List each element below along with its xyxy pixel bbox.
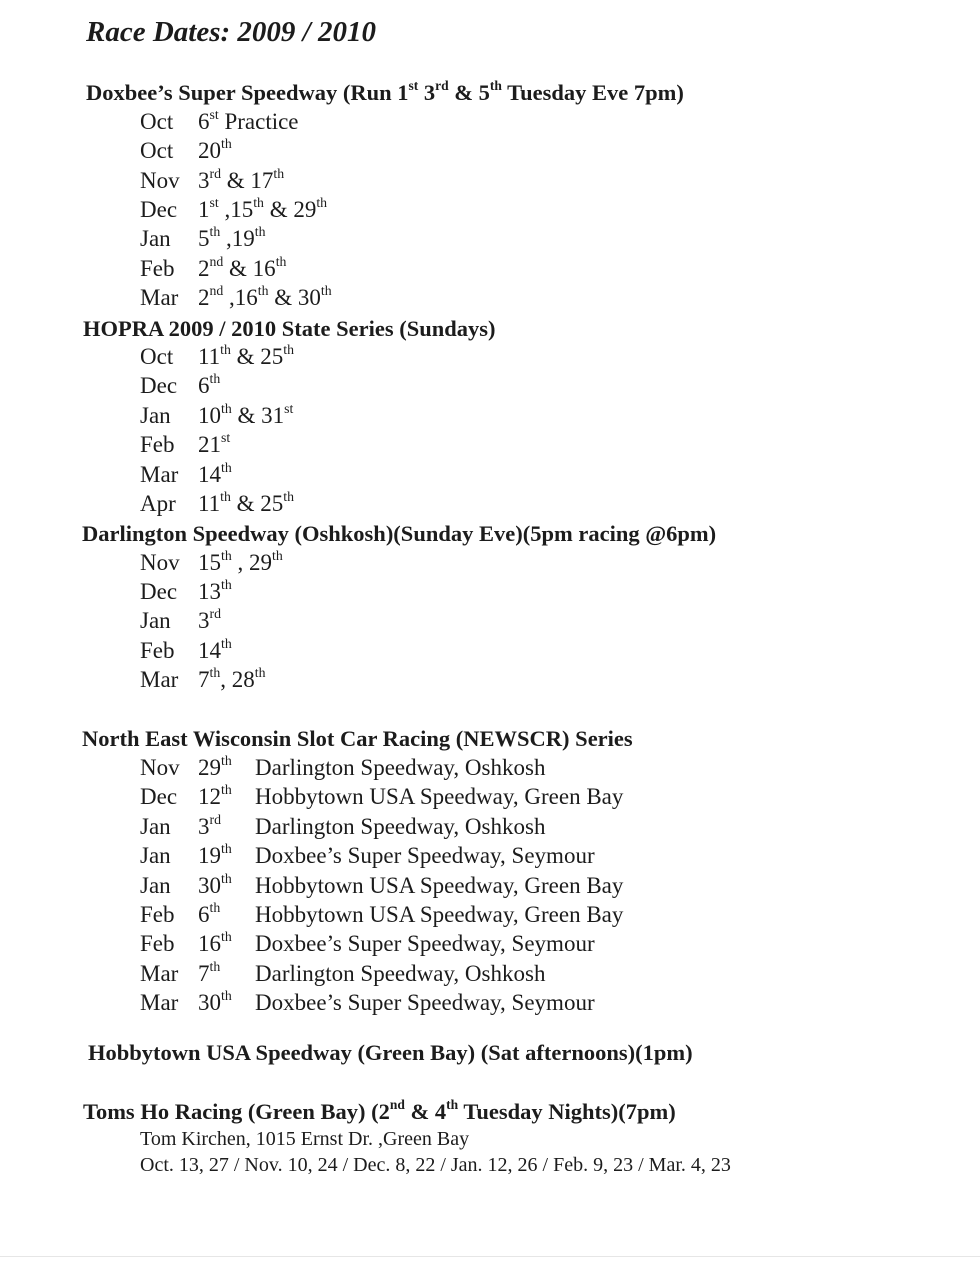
newscr-race-row: Feb 16th Doxbee’s Super Speedway, Seymour	[140, 928, 595, 956]
darlington-date-row: Feb 14th	[140, 635, 232, 663]
toms-address: Tom Kirchen, 1015 Ernst Dr. ,Green Bay	[140, 1128, 470, 1150]
darlington-date-row: Jan 3rd	[140, 605, 221, 633]
hopra-date-row: Apr 11th & 25th	[140, 488, 295, 516]
page-edge-line	[0, 1256, 980, 1257]
hopra-heading: HOPRA 2009 / 2010 State Series (Sundays)	[83, 316, 496, 341]
hopra-date-row: Feb 21st	[140, 429, 231, 457]
hopra-date-row: Jan 10th & 31st	[140, 400, 294, 428]
doxbee-heading: Doxbee’s Super Speedway (Run 1st 3rd & 5th Tuesday Eve 7pm)	[86, 78, 684, 105]
newscr-heading: North East Wisconsin Slot Car Racing (NEWSCR) Series	[82, 726, 633, 751]
hopra-date-row: Dec 6th	[140, 370, 221, 398]
page-title: Race Dates: 2009 / 2010	[86, 16, 376, 48]
doxbee-date-row: Oct 20th	[140, 135, 232, 163]
darlington-heading: Darlington Speedway (Oshkosh)(Sunday Eve)(5pm racing @6pm)	[82, 521, 717, 546]
newscr-race-row: Mar 7th Darlington Speedway, Oshkosh	[140, 958, 546, 986]
doxbee-date-row: Dec 1st ,15th & 29th	[140, 194, 328, 222]
darlington-date-row: Dec 13th	[140, 576, 232, 604]
toms-heading: Toms Ho Racing (Green Bay) (2nd & 4th Tuesday Nights)(7pm)	[83, 1097, 676, 1124]
newscr-race-row: Mar 30th Doxbee’s Super Speedway, Seymour	[140, 987, 595, 1015]
hopra-date-row: Mar 14th	[140, 459, 232, 487]
newscr-race-row: Feb 6th Hobbytown USA Speedway, Green Bay	[140, 899, 624, 927]
doxbee-date-row: Mar 2nd ,16th & 30th	[140, 282, 332, 310]
newscr-race-row: Jan 19th Doxbee’s Super Speedway, Seymour	[140, 840, 595, 868]
hopra-date-row: Oct 11th & 25th	[140, 341, 295, 369]
doxbee-date-row: Nov 3rd & 17th	[140, 165, 285, 193]
toms-dates: Oct. 13, 27 / Nov. 10, 24 / Dec. 8, 22 / Jan. 12, 26 / Feb. 9, 23 / Mar. 4, 23	[140, 1154, 731, 1176]
darlington-date-row: Mar 7th, 28th	[140, 664, 266, 692]
doxbee-date-row: Oct 6st Practice	[140, 106, 299, 134]
newscr-race-row: Nov 29th Darlington Speedway, Oshkosh	[140, 752, 546, 780]
doxbee-date-row: Feb 2nd & 16th	[140, 253, 287, 281]
darlington-date-row: Nov 15th , 29th	[140, 547, 283, 575]
newscr-race-row: Jan 30th Hobbytown USA Speedway, Green Bay	[140, 870, 624, 898]
newscr-race-row: Jan 3rd Darlington Speedway, Oshkosh	[140, 811, 546, 839]
hobbytown-heading: Hobbytown USA Speedway (Green Bay) (Sat afternoons)(1pm)	[88, 1040, 693, 1065]
doxbee-date-row: Jan 5th ,19th	[140, 223, 266, 251]
newscr-race-row: Dec 12th Hobbytown USA Speedway, Green Bay	[140, 781, 624, 809]
